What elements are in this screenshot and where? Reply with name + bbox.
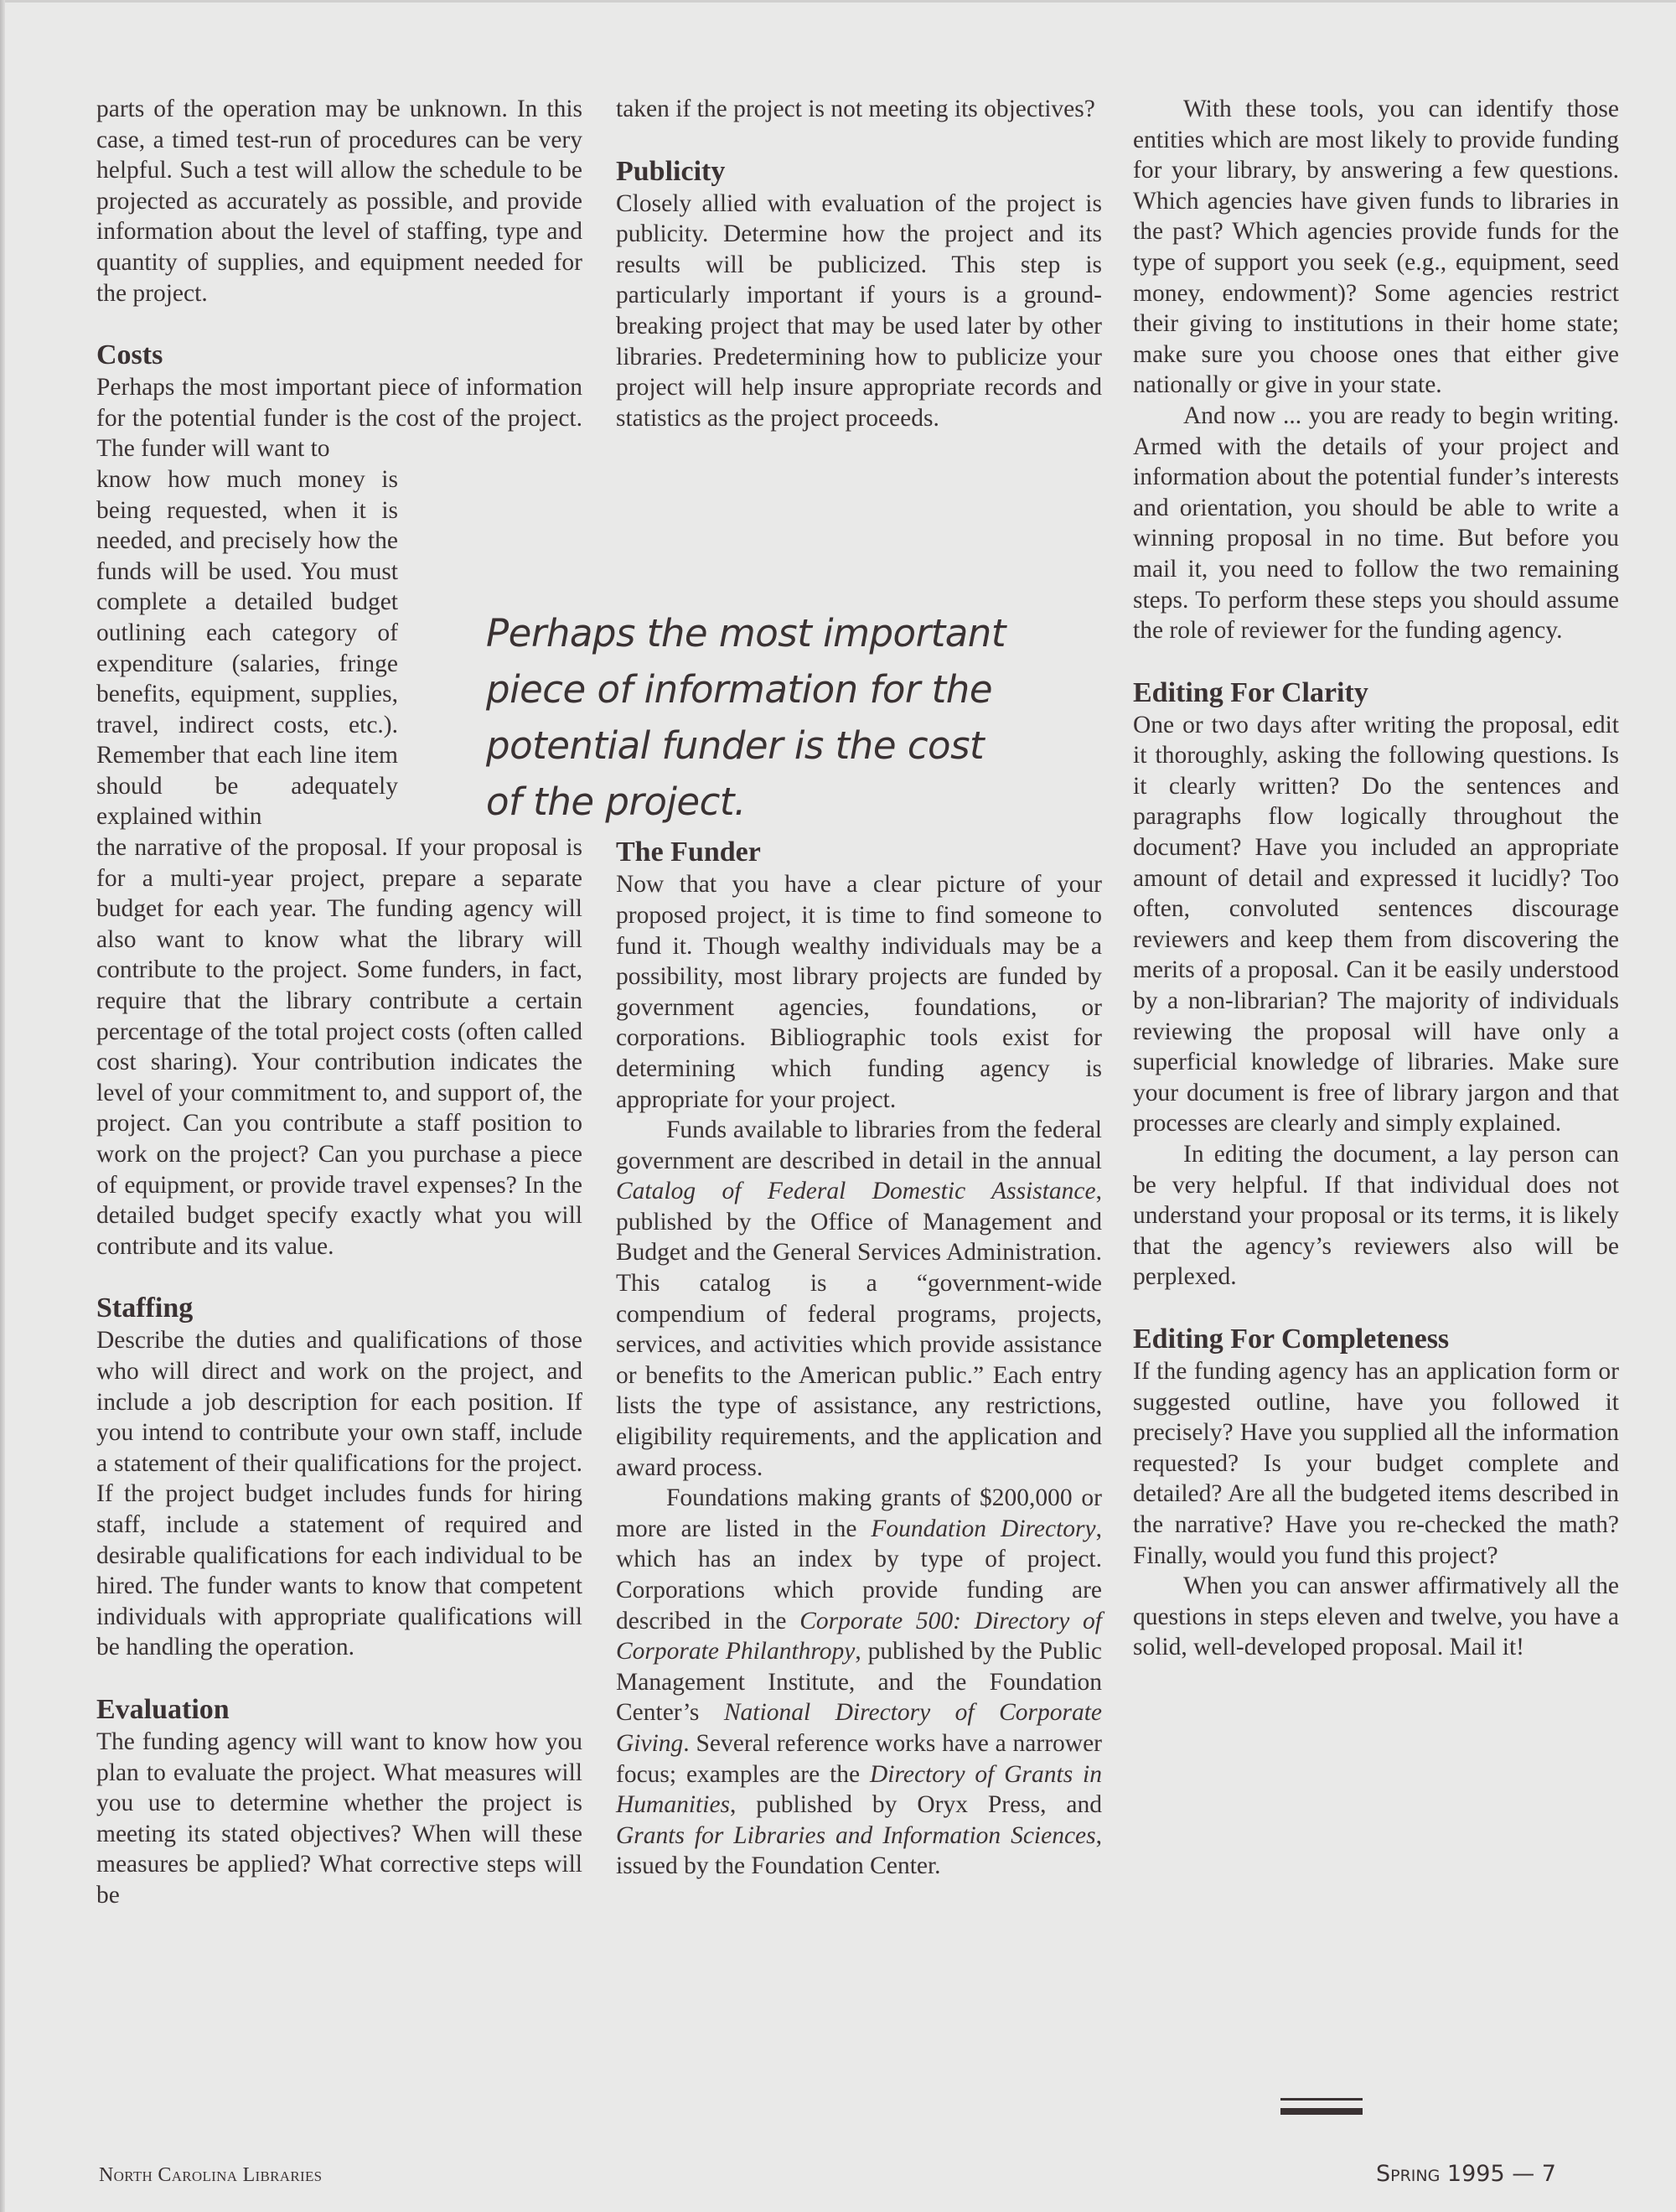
- end-of-article-mark: [1280, 2098, 1363, 2115]
- paragraph-staffing: Describe the duties and qualifications of those who will direct and work on the project, and include a job description for each position. If you intend to contribute your own staff, include a statement of their qualifications for the project. If the project budget includes funds for hiring staff, include a statement of required and desirable qualifications for each individual to be hired. The funder wants to know that competent individuals with appropriate qualifications will be handling the operation.: [96, 1327, 582, 1661]
- paragraph-ready-to-write: And now ... you are ready to begin writing. Armed with the details of your project and information about the potential funder’s interests and orientation, you should be able to write a winning proposal in no time. But before you mail it, you need to follow the two remaining steps. To perform these steps you should assume the role of reviewer for the funding agency.: [1133, 401, 1619, 645]
- text-run: , published by the Office of Management and Budget and the General Services Administration. This catalog is a “government-wide compendium of federal programs, projects, services, and activities which provide assistance or benefits to the American public.” Each entry lists the type of assistance, any restrictions, eligibility requirements, and the application and award process.: [616, 1178, 1102, 1481]
- paragraph-costs-bottom: the narrative of the proposal. If your proposal is for a multi-year project, prepare a separate budget for each year. The funding agency will also want to know what the library will contribute to the project. Some funders, in fact, require that the library contribute a certain percentage of the total project costs (often called cost sharing). Your contribution indicates the level of your commitment to, and support of, the project. Can you contribute a staff position to work on the project? Can you purchase a piece of equipment, or provide travel expenses? In the detailed budget specify exactly what you will contribute and its value.: [96, 834, 582, 1260]
- paragraph-funder-3: [616, 1483, 1102, 1882]
- pull-quote-line: of the project.: [486, 780, 746, 824]
- text-run: , which has an index by type of project. Corporations which provide funding are described in the: [616, 1515, 1102, 1634]
- section-heading-editing-completeness: Editing For Completeness: [1133, 1323, 1450, 1355]
- pull-quote-line: potential funder is the cost: [486, 723, 985, 768]
- paragraph-costs-wrapped: know how much money is being requested, when it is needed, and precisely how the funds will be used. You must complete a detailed budget outlining each category of expenditure (salaries, fringe benefits, equipment, supplies, travel, indirect costs, etc.). Remember that each line item should be adequately explained within: [96, 465, 398, 831]
- section-heading-costs: Costs: [96, 339, 163, 371]
- text-run: . Several reference works have a narrower focus; examples are the: [616, 1729, 1102, 1788]
- section-heading-publicity: Publicity: [616, 155, 726, 187]
- footer-publication-name: North Carolina Libraries: [99, 2164, 323, 2186]
- paragraph-funder-1: Now that you have a clear picture of your proposed project, it is time to find someone to fund it. Though wealthy individuals may be a possibility, most library projects are funded by government agencies, foundations, or corporations. Bibliographic tools exist for determining which funding agency is appropriate for your project.: [616, 871, 1102, 1113]
- article-column-3: [1133, 94, 1619, 1663]
- text-run: Foundations making grants of $200,000 or more are listed in the: [616, 1484, 1102, 1542]
- book-title-catalog-federal-assistance: Catalog of Federal Domestic Assistance: [616, 1178, 1096, 1205]
- book-title-national-directory-corporate-giving: National Directory of Corporate Giving: [616, 1699, 1102, 1757]
- page-binding-edge: [0, 0, 5, 2212]
- footer-issue-and-page-number: Spring 1995 — 7: [1376, 2161, 1556, 2187]
- paragraph-completeness-1: If the funding agency has an application form or suggested outline, have you followed it precisely? Have you supplied all the information requested? Is your budget complete and detailed? Are all the budgeted items described in the narrative? Have you re-checked the math? Finally, would you fund this project?: [1133, 1357, 1619, 1569]
- paragraph-evaluation: The funding agency will want to know how you plan to evaluate the project. What measures will you use to determine whether the project is meeting its stated objectives? When will these measures be applied? What corrective steps will be: [96, 1728, 582, 1909]
- end-mark-thick-rule: [1280, 2108, 1363, 2115]
- paragraph-publicity: Closely allied with evaluation of the project is publicity. Determine how the project and its results will be publicized. This step is particularly important if yours is a ground-breaking project that may be used later by other libraries. Predetermining how to publicize your project will help insure appropriate records and statistics as the project proceeds.: [616, 189, 1102, 432]
- paragraph-identify-funders: With these tools, you can identify those entities which are most likely to provide funding for your library, by answering a few questions. Which agencies have given funds to libraries in the past? Which agencies provide funds for the type of support you seek (e.g., equipment, seed money, endowment)? Some agencies restrict their giving to institutions in their home state; make sure you choose ones that either give nationally or give in your state.: [1133, 96, 1619, 399]
- text-run: , published by Oryx Press, and: [730, 1791, 1102, 1819]
- paragraph-funder-2: [616, 1115, 1102, 1483]
- paragraph-clarity-2: In editing the document, a lay person can be very helpful. If that individual does not understand your proposal or its terms, it is likely that the agency’s reviewers also will be perplexed.: [1133, 1141, 1619, 1291]
- article-column-1: [96, 94, 582, 1910]
- book-title-grants-libraries-information-sciences: Grants for Libraries and Information Sciences: [616, 1821, 1096, 1849]
- pull-quote: [486, 605, 1056, 830]
- text-run: , issued by the Foundation Center.: [616, 1821, 1102, 1880]
- paragraph-completeness-2: When you can answer affirmatively all the questions in steps eleven and twelve, you have a solid, well-developed proposal. Mail it!: [1133, 1572, 1619, 1661]
- article-column-2: [616, 94, 1102, 1882]
- section-heading-staffing: Staffing: [96, 1292, 194, 1324]
- paragraph-evaluation-continued: taken if the project is not meeting its objectives?: [616, 96, 1095, 122]
- section-heading-the-funder: The Funder: [616, 837, 761, 868]
- pull-quote-line: Perhaps the most important: [486, 611, 1006, 655]
- paragraph-costs-top: Perhaps the most important piece of information for the potential funder is the cost of the project. The funder will want to: [96, 374, 582, 463]
- book-title-corporate-500: Corporate 500: Directory of Corporate Philanthropy: [616, 1607, 1102, 1665]
- pull-quote-line: piece of information for the: [486, 667, 993, 712]
- paragraph-intro-continued: parts of the operation may be unknown. In this case, a timed test-run of procedures can be very helpful. Such a test will allow the schedule to be projected as accurately as possible, and provide information about the level of staffing, type and quantity of supplies, and equipment needed for the project.: [96, 96, 582, 307]
- end-mark-thin-rule: [1280, 2098, 1363, 2101]
- page-top-shadow: [5, 0, 1676, 3]
- book-title-foundation-directory: Foundation Directory: [871, 1515, 1096, 1542]
- text-run: , published by the Public Management Institute, and the Foundation Center’s: [616, 1638, 1102, 1727]
- section-heading-editing-clarity: Editing For Clarity: [1133, 676, 1368, 708]
- section-heading-evaluation: Evaluation: [96, 1693, 230, 1725]
- text-run: Funds available to libraries from the federal government are described in detail in the annual: [616, 1116, 1102, 1174]
- paragraph-clarity-1: One or two days after writing the proposal, edit it thoroughly, asking the following questions. Is it clearly written? Do the sentences and paragraphs flow logically throughout the document? Have you included an appropriate amount of detail and expressed it lucidly? Too often, convoluted sentences discourage reviewers and keep them from discovering the merits of a proposal. Can it be easily understood by a non-librarian? The majority of individuals reviewing the proposal will have only a superficial knowledge of libraries. Make sure your document is free of library jargon and that processes are clearly and simply explained.: [1133, 711, 1619, 1137]
- book-title-directory-grants-humanities: Directory of Grants in Humanities: [616, 1760, 1103, 1819]
